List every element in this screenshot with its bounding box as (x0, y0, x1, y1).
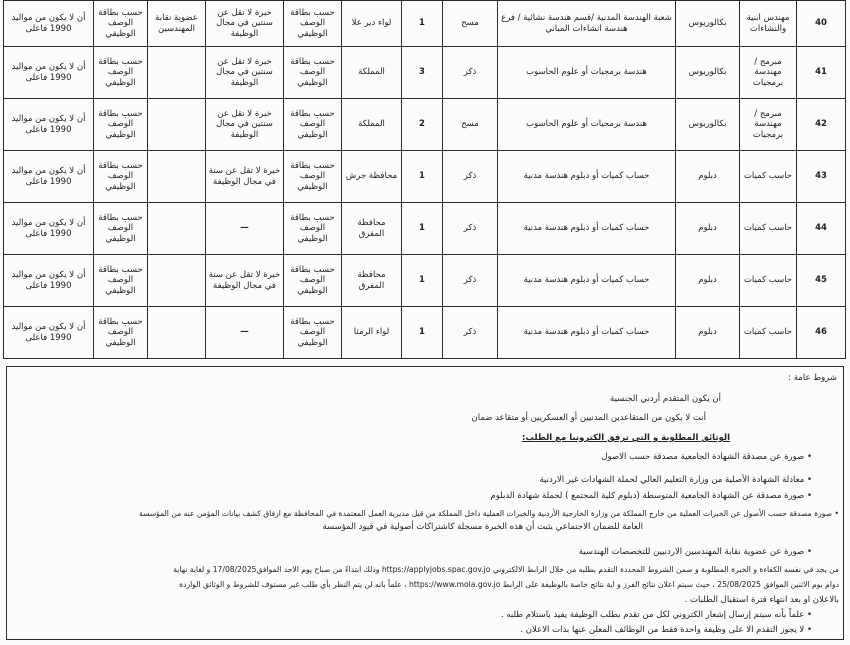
doc-experience-line2: العامة للضمان الاجتماعي يثبت أن هذه الخبرة مسجلة كاشتراكات أصولية في قيود المؤسسة (322, 522, 643, 532)
row-number-cell: 41 (797, 47, 846, 99)
specialty-cell: حساب كميات أو دبلوم هندسة مدنية (498, 255, 676, 307)
age-condition-cell: حسب بطاقة الوصف الوظيفي (94, 1, 148, 47)
vacancy-count-cell: 1 (402, 1, 443, 47)
age-condition-cell: حسب بطاقة الوصف الوظيفي (94, 203, 148, 255)
table-row (4, 47, 846, 99)
work-location-cell: محافظة المفرق (342, 203, 402, 255)
specialty-cell: حساب كميات أو دبلوم هندسة مدنية (498, 307, 676, 359)
table-row (4, 151, 846, 203)
work-location-cell: لواء الرمثا (342, 307, 402, 359)
membership-cell (148, 99, 206, 151)
row-number-cell: 46 (797, 307, 846, 359)
job-title-cell: مبرمج /مهندسة برمجيات (740, 99, 797, 151)
age-condition-cell: حسب بطاقة الوصف الوظيفي (94, 47, 148, 99)
row-number-cell: 43 (797, 151, 846, 203)
table-row (4, 203, 846, 255)
job-title-cell: مهندس ابنية والنشاءات (740, 1, 797, 47)
row-number-cell: 45 (797, 255, 846, 307)
salary-grade-cell: حسب بطاقة الوصف الوظيفي (284, 203, 342, 255)
degree-cell: دبلوم (676, 307, 740, 359)
age-condition-cell: حسب بطاقة الوصف الوظيفي (94, 255, 148, 307)
job-title-cell: مبرمج /مهندسة برمجيات (740, 47, 797, 99)
salary-grade-cell: حسب بطاقة الوصف الوظيفي (284, 99, 342, 151)
salary-grade-cell: حسب بطاقة الوصف الوظيفي (284, 307, 342, 359)
vacancy-count-cell: 1 (402, 307, 443, 359)
terms-heading: شروط عامة : (788, 373, 837, 383)
gender-cell: مسح (443, 99, 498, 151)
experience-cell: خبرة لا تقل عن سنتين في مجال الوظيفة (206, 99, 284, 151)
table-row (4, 255, 846, 307)
vacancy-count-cell: 3 (402, 47, 443, 99)
specialty-cell: هندسة برمجيات أو علوم الحاسوب (498, 47, 676, 99)
degree-cell: دبلوم (676, 255, 740, 307)
jobs-table (3, 0, 846, 359)
job-title-cell: حاسب كميات (740, 307, 797, 359)
salary-grade-cell: حسب بطاقة الوصف الوظيفي (284, 47, 342, 99)
work-location-cell: المملكة (342, 47, 402, 99)
salary-grade-cell: حسب بطاقة الوصف الوظيفي (284, 255, 342, 307)
membership-cell (148, 203, 206, 255)
doc-engineers-membership: • صورة عن عضوية نقابة المهندسين الاردنيين للتخصصات الهندسية (578, 547, 812, 557)
degree-cell: بكالوريوس (676, 1, 740, 47)
degree-cell: دبلوم (676, 203, 740, 255)
job-title-cell: حاسب كميات (740, 151, 797, 203)
specialty-cell: هندسة برمجيات أو علوم الحاسوب (498, 99, 676, 151)
experience-cell: — (206, 203, 284, 255)
vacancy-count-cell: 2 (402, 99, 443, 151)
documents-heading: الوثائق المطلوبة و التي ترفق الكترونيا مع الطلب: (521, 433, 730, 443)
specialty-cell: حساب كميات أو دبلوم هندسة مدنية (498, 151, 676, 203)
birth-year-condition-cell: أن لا يكون من مواليد 1990 فاعلى (4, 307, 94, 359)
work-location-cell: لواء دير علا (342, 1, 402, 47)
work-location-cell: محافظة جرش (342, 151, 402, 203)
salary-grade-cell: حسب بطاقة الوصف الوظيفي (284, 1, 342, 47)
note-email-confirmation: • علماً بأنه سيتم إرسال إشعار الكتروني لكل من تقدم بطلب الوظيفة يفيد باستلام طلبه . (500, 610, 812, 620)
table-row (4, 307, 846, 359)
degree-cell: بكالوريوس (676, 99, 740, 151)
birth-year-condition-cell: أن لا يكون من مواليد 1990 فاعلى (4, 1, 94, 47)
work-location-cell: محافظة المفرق (342, 255, 402, 307)
experience-cell: خبرة لا تقل عن سنتين في مجال الوظيفة (206, 47, 284, 99)
general-terms (6, 366, 844, 640)
table-row (4, 1, 846, 47)
gender-cell: ذكر (443, 255, 498, 307)
birth-year-condition-cell: أن لا يكون من مواليد 1990 فاعلى (4, 255, 94, 307)
gender-cell: ذكر (443, 47, 498, 99)
experience-cell: خبرة لا تقل عن سنة في مجال الوظيفة (206, 151, 284, 203)
experience-cell: خبرة لا تقل عن سنتين في مجال الوظيفة (206, 1, 284, 47)
salary-grade-cell: حسب بطاقة الوصف الوظيفي (284, 151, 342, 203)
note-single-application: • لا يجوز التقدم الا على وظيفة واحدة فقط من الوظائف المعلن عنها بذات الاعلان . (520, 625, 812, 635)
gender-cell: ذكر (443, 307, 498, 359)
degree-cell: دبلوم (676, 151, 740, 203)
apply-line1: من يجد في نفسه الكفاءة و الخبرة المطلوبة و ضمن الشروط المحددة التقدم بطلبه من خلال الرابط الالكتروني https://applyjobs.spac.gov.jo وذلك ابتداءً من صباح يوم الاحد الموافق17/08/2025 و لغاية نهاية (173, 565, 839, 574)
doc-experience-line1: • صورة مصدقة حسب الأصول عن الخبرات العملية من خارج المملكة من وزارة الخارجية الأردنية والخبرات العملية داخل المملكة من قبل مديرية العمل المعتمدة في المحافظة مع ارفاق كشف بيانات المؤمن عنه من المؤسسة (138, 509, 839, 518)
gender-cell: ذكر (443, 151, 498, 203)
birth-year-condition-cell: أن لا يكون من مواليد 1990 فاعلى (4, 47, 94, 99)
membership-cell (148, 307, 206, 359)
doc-diploma-certificate: • صورة مصدقة عن الشهادة الجامعية المتوسطة (دبلوم كلية المجتمع ) لحملة شهادة الدبلوم (490, 491, 812, 501)
doc-university-certificate: • صورة عن مصدقة الشهادة الجامعية مصدقة حسب الاصول (601, 452, 812, 462)
row-number-cell: 40 (797, 1, 846, 47)
membership-cell (148, 47, 206, 99)
gender-cell: مسح (443, 1, 498, 47)
apply-line2: دوام يوم الاثنين الموافق 25/08/2025 ، حيث سيتم اعلان نتائج الفرز و اية نتائج خاصة بالوظيفة على الرابط https://www.mola.gov.jo ، علماً بانه لن يتم النظر بأي طلب غير مستوف للشروط و الوثائق الواردة (179, 580, 839, 589)
specialty-cell: حساب كميات أو دبلوم هندسة مدنية (498, 203, 676, 255)
birth-year-condition-cell: أن لا يكون من مواليد 1990 فاعلى (4, 99, 94, 151)
experience-cell: خبرة لا تقل عن سنة في مجال الوظيفة (206, 255, 284, 307)
birth-year-condition-cell: أن لا يكون من مواليد 1990 فاعلى (4, 151, 94, 203)
membership-cell (148, 151, 206, 203)
age-condition-cell: حسب بطاقة الوصف الوظيفي (94, 99, 148, 151)
term-nationality: أن يكون المتقدم أردني الجنسية (610, 394, 721, 404)
work-location-cell: المملكة (342, 99, 402, 151)
term-not-retired: أنت لا يكون من المتقاعدين المدنيين أو العسكريين أو متقاعد ضمان (471, 413, 706, 423)
birth-year-condition-cell: أن لا يكون من مواليد 1990 فاعلى (4, 203, 94, 255)
age-condition-cell: حسب بطاقة الوصف الوظيفي (94, 307, 148, 359)
row-number-cell: 42 (797, 99, 846, 151)
vacancy-count-cell: 1 (402, 203, 443, 255)
vacancy-count-cell: 1 (402, 151, 443, 203)
vacancy-count-cell: 1 (402, 255, 443, 307)
membership-cell (148, 255, 206, 307)
job-title-cell: حاسب كميات (740, 203, 797, 255)
job-title-cell: حاسب كميات (740, 255, 797, 307)
row-number-cell: 44 (797, 203, 846, 255)
gender-cell: ذكر (443, 203, 498, 255)
apply-line3: بالاعلان او بعد انتهاء فترة استقبال الطلبات . (684, 595, 839, 605)
experience-cell: — (206, 307, 284, 359)
age-condition-cell: حسب بطاقة الوصف الوظيفي (94, 151, 148, 203)
membership-cell: عضوية نقابة المهندسين (148, 1, 206, 47)
doc-certificate-equivalency: • معادلة الشهادة الأصلية من وزارة التعليم العالي لحملة الشهادات غير الاردنية (539, 475, 812, 485)
degree-cell: بكالوريوس (676, 47, 740, 99)
table-row (4, 99, 846, 151)
specialty-cell: شعبة الهندسة المدنية /قسم هندسة نشائية / فرع هندسة انشاءات المباني (498, 1, 676, 47)
